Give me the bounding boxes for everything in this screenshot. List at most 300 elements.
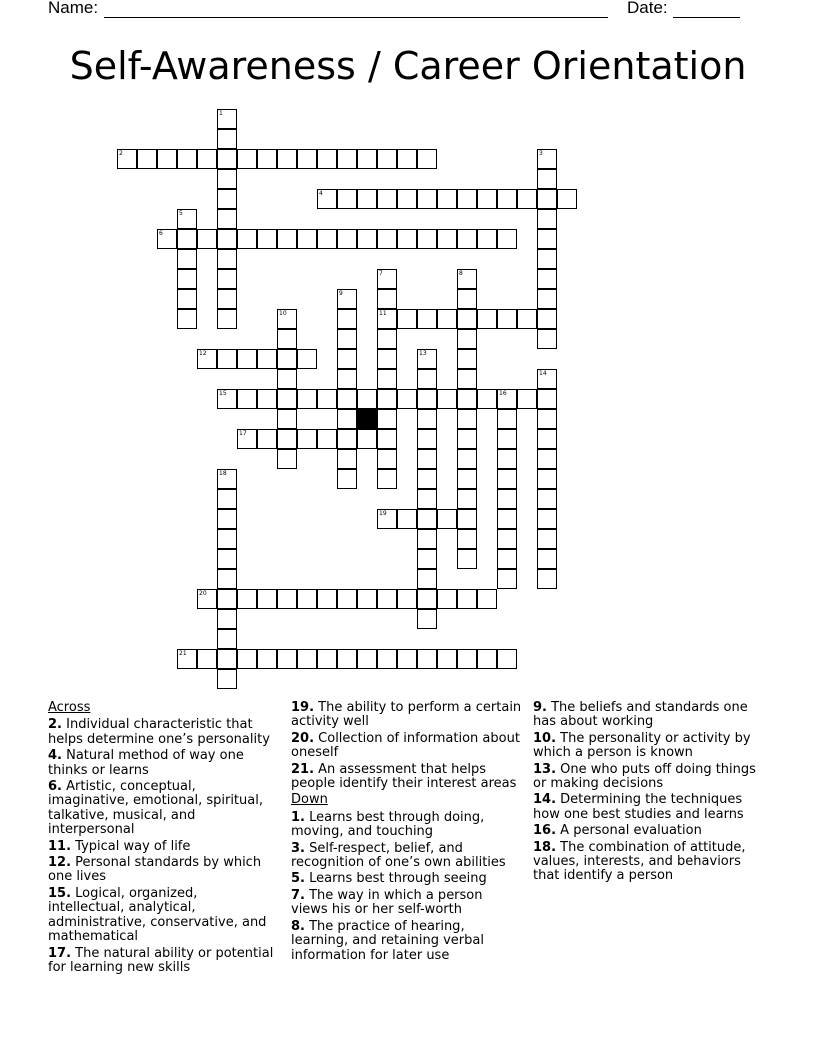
- grid-cell[interactable]: [337, 149, 357, 169]
- grid-cell[interactable]: [377, 309, 397, 329]
- grid-cell[interactable]: [337, 189, 357, 209]
- grid-cell[interactable]: [457, 369, 477, 389]
- grid-cell[interactable]: [397, 229, 417, 249]
- grid-cell[interactable]: [237, 589, 257, 609]
- grid-cell[interactable]: [257, 649, 277, 669]
- clue-number-label: 20.: [291, 730, 315, 746]
- clue-number: 8: [459, 270, 463, 277]
- grid-cell[interactable]: [277, 389, 297, 409]
- grid-cell[interactable]: [417, 469, 437, 489]
- grid-cell[interactable]: [537, 489, 557, 509]
- clue-number: 14: [539, 370, 547, 377]
- grid-cell[interactable]: [297, 149, 317, 169]
- grid-cell[interactable]: [297, 429, 317, 449]
- grid-cell[interactable]: [217, 209, 237, 229]
- grid-cell[interactable]: [417, 489, 437, 509]
- clue-number-label: 13.: [533, 761, 557, 777]
- clue-number: 4: [319, 190, 323, 197]
- grid-cell[interactable]: [457, 409, 477, 429]
- grid-cell[interactable]: [217, 469, 237, 489]
- grid-cell[interactable]: [177, 229, 197, 249]
- grid-cell[interactable]: [537, 469, 557, 489]
- grid-cell[interactable]: [257, 389, 277, 409]
- grid-cell[interactable]: [477, 189, 497, 209]
- grid-cell[interactable]: [457, 469, 477, 489]
- across-clue: [48, 840, 276, 854]
- grid-cell[interactable]: [377, 509, 397, 529]
- grid-cell[interactable]: [397, 189, 417, 209]
- grid-cell[interactable]: [217, 549, 237, 569]
- clue-number: 17: [239, 430, 247, 437]
- clue-number-label: 6.: [48, 779, 62, 795]
- clue-text: The combination of attitude, values, interests, and behaviors that identify a person: [533, 839, 746, 884]
- grid-cell[interactable]: [457, 529, 477, 549]
- grid-cell[interactable]: [437, 189, 457, 209]
- grid-cell[interactable]: [317, 149, 337, 169]
- grid-cell[interactable]: [377, 269, 397, 289]
- grid-cell[interactable]: [377, 389, 397, 409]
- grid-cell[interactable]: [377, 409, 397, 429]
- grid-cell[interactable]: [217, 289, 237, 309]
- grid-cell[interactable]: [217, 529, 237, 549]
- clue-text: Learns best through doing, moving, and touching: [291, 809, 485, 840]
- grid-cell[interactable]: [237, 149, 257, 169]
- clue-number-label: 10.: [533, 730, 557, 746]
- across-clue: [291, 763, 523, 792]
- grid-cell[interactable]: [337, 329, 357, 349]
- grid-cell[interactable]: [177, 649, 197, 669]
- grid-cell[interactable]: [377, 589, 397, 609]
- clue-number: 11: [379, 310, 387, 317]
- grid-cell[interactable]: [417, 549, 437, 569]
- grid-cell[interactable]: [337, 369, 357, 389]
- grid-cell[interactable]: [537, 529, 557, 549]
- grid-cell[interactable]: [337, 349, 357, 369]
- grid-cell[interactable]: [317, 389, 337, 409]
- grid-cell[interactable]: [217, 509, 237, 529]
- grid-cell[interactable]: [457, 649, 477, 669]
- grid-cell[interactable]: [217, 569, 237, 589]
- clue-text: Artistic, conceptual, imaginative, emotional, spiritual, talkative, musical, and interpersonal: [48, 779, 263, 838]
- across-heading: Across: [48, 700, 91, 715]
- grid-cell[interactable]: [537, 289, 557, 309]
- grid-cell[interactable]: [277, 149, 297, 169]
- grid-cell[interactable]: [557, 189, 577, 209]
- grid-cell[interactable]: [377, 189, 397, 209]
- grid-cell[interactable]: [217, 609, 237, 629]
- across-clue: [48, 887, 276, 945]
- grid-cell[interactable]: [257, 589, 277, 609]
- grid-cell[interactable]: [237, 349, 257, 369]
- grid-cell[interactable]: [297, 229, 317, 249]
- across-clue: [291, 701, 523, 730]
- clue-text: The natural ability or potential for learning new skills: [48, 945, 274, 975]
- grid-cell[interactable]: [417, 529, 437, 549]
- clue-number-label: 8.: [291, 918, 305, 934]
- grid-cell[interactable]: [217, 109, 237, 129]
- clue-number-label: 3.: [291, 840, 305, 856]
- grid-cell[interactable]: [217, 169, 237, 189]
- grid-cell[interactable]: [457, 189, 477, 209]
- grid-cell[interactable]: [277, 589, 297, 609]
- grid-cell[interactable]: [157, 229, 177, 249]
- grid-cell[interactable]: [417, 449, 437, 469]
- grid-cell[interactable]: [217, 269, 237, 289]
- name-write-line[interactable]: [104, 17, 608, 18]
- grid-cell[interactable]: [237, 389, 257, 409]
- date-label: Date:: [627, 0, 668, 17]
- grid-cell[interactable]: [397, 149, 417, 169]
- grid-cell[interactable]: [497, 649, 517, 669]
- grid-cell[interactable]: [437, 309, 457, 329]
- grid-cell[interactable]: [217, 489, 237, 509]
- grid-cell[interactable]: [177, 269, 197, 289]
- clue-number-label: 11.: [48, 838, 72, 854]
- grid-cell[interactable]: [537, 549, 557, 569]
- grid-cell[interactable]: [177, 309, 197, 329]
- down-clue: [291, 920, 523, 963]
- grid-cell[interactable]: [217, 389, 237, 409]
- clue-text: Logical, organized, intellectual, analytical, administrative, conservative, and mathematical: [48, 885, 267, 945]
- clue-text: Learns best through seeing: [304, 871, 487, 887]
- grid-cell[interactable]: [217, 189, 237, 209]
- grid-cell[interactable]: [357, 429, 377, 449]
- grid-cell[interactable]: [537, 569, 557, 589]
- grid-cell[interactable]: [277, 449, 297, 469]
- grid-cell[interactable]: [537, 229, 557, 249]
- grid-cell[interactable]: [497, 569, 517, 589]
- grid-cell[interactable]: [257, 229, 277, 249]
- grid-cell[interactable]: [217, 149, 237, 169]
- grid-cell[interactable]: [277, 329, 297, 349]
- grid-cell[interactable]: [317, 229, 337, 249]
- clue-number-label: 7.: [291, 887, 305, 903]
- grid-cell[interactable]: [417, 149, 437, 169]
- grid-cell[interactable]: [177, 249, 197, 269]
- grid-cell[interactable]: [217, 669, 237, 689]
- grid-cell[interactable]: [417, 409, 437, 429]
- grid-cell[interactable]: [457, 449, 477, 469]
- grid-cell[interactable]: [277, 309, 297, 329]
- grid-cell[interactable]: [157, 149, 177, 169]
- grid-cell[interactable]: [457, 429, 477, 449]
- down-clue: [291, 872, 523, 886]
- grid-cell[interactable]: [417, 349, 437, 369]
- grid-cell[interactable]: [497, 409, 517, 429]
- clue-text: An assessment that helps people identify their interest areas: [291, 761, 517, 792]
- grid-cell[interactable]: [497, 489, 517, 509]
- grid-cell[interactable]: [437, 509, 457, 529]
- grid-cell[interactable]: [517, 389, 537, 409]
- grid-cell[interactable]: [197, 349, 217, 369]
- grid-cell[interactable]: [297, 649, 317, 669]
- clue-number: 1: [219, 110, 223, 117]
- grid-cell[interactable]: [437, 649, 457, 669]
- grid-cell[interactable]: [377, 349, 397, 369]
- grid-cell[interactable]: [537, 249, 557, 269]
- grid-cell[interactable]: [337, 589, 357, 609]
- clue-number-label: 9.: [533, 700, 547, 715]
- grid-cell[interactable]: [537, 389, 557, 409]
- clue-number-label: 17.: [48, 945, 72, 961]
- clue-number: 6: [159, 230, 163, 237]
- grid-cell[interactable]: [457, 549, 477, 569]
- grid-cell[interactable]: [397, 309, 417, 329]
- clue-number: 19: [379, 510, 387, 517]
- clue-text: Collection of information about oneself: [291, 730, 520, 761]
- grid-cell[interactable]: [537, 369, 557, 389]
- worksheet-header: [0, 0, 816, 24]
- grid-cell[interactable]: [357, 389, 377, 409]
- grid-cell[interactable]: [337, 409, 357, 429]
- grid-cell[interactable]: [337, 309, 357, 329]
- grid-cell[interactable]: [437, 589, 457, 609]
- grid-cell[interactable]: [337, 229, 357, 249]
- grid-cell[interactable]: [337, 289, 357, 309]
- grid-cell[interactable]: [357, 229, 377, 249]
- grid-cell[interactable]: [357, 189, 377, 209]
- clue-number: 12: [199, 350, 207, 357]
- grid-cell[interactable]: [217, 229, 237, 249]
- grid-cell[interactable]: [377, 449, 397, 469]
- grid-cell[interactable]: [457, 509, 477, 529]
- grid-cell[interactable]: [317, 189, 337, 209]
- down-clue: [291, 889, 523, 918]
- down-clue: [533, 793, 765, 822]
- grid-cell[interactable]: [177, 149, 197, 169]
- clue-number-label: 14.: [533, 792, 557, 808]
- grid-cell[interactable]: [477, 649, 497, 669]
- clue-text: The beliefs and standards one has about working: [533, 700, 748, 730]
- grid-cell[interactable]: [217, 129, 237, 149]
- grid-cell[interactable]: [537, 329, 557, 349]
- name-label: Name:: [48, 0, 99, 17]
- grid-cell[interactable]: [537, 509, 557, 529]
- grid-cell[interactable]: [317, 429, 337, 449]
- grid-cell[interactable]: [277, 349, 297, 369]
- grid-cell[interactable]: [477, 229, 497, 249]
- grid-cell[interactable]: [457, 329, 477, 349]
- grid-cell[interactable]: [217, 349, 237, 369]
- grid-cell[interactable]: [197, 149, 217, 169]
- grid-cell[interactable]: [237, 649, 257, 669]
- grid-cell[interactable]: [417, 429, 437, 449]
- grid-cell[interactable]: [517, 309, 537, 329]
- grid-cell[interactable]: [197, 649, 217, 669]
- across-clue: [48, 780, 276, 838]
- grid-cell[interactable]: [237, 429, 257, 449]
- clues-column-3: [533, 701, 765, 886]
- grid-cell[interactable]: [317, 649, 337, 669]
- grid-cell[interactable]: [257, 149, 277, 169]
- grid-cell[interactable]: [257, 429, 277, 449]
- grid-cell[interactable]: [457, 269, 477, 289]
- clue-number: 16: [499, 390, 507, 397]
- grid-cell[interactable]: [337, 649, 357, 669]
- grid-cell[interactable]: [537, 269, 557, 289]
- grid-cell[interactable]: [417, 369, 437, 389]
- grid-cell[interactable]: [497, 529, 517, 549]
- grid-cell[interactable]: [277, 409, 297, 429]
- grid-cell[interactable]: [517, 189, 537, 209]
- grid-cell[interactable]: [417, 309, 437, 329]
- puzzle-title: Self-Awareness / Career Orientation: [69, 44, 747, 88]
- grid-cell[interactable]: [117, 149, 137, 169]
- grid-cell[interactable]: [477, 309, 497, 329]
- clue-number: 5: [179, 210, 183, 217]
- grid-cell[interactable]: [417, 649, 437, 669]
- clues-column-2: [291, 701, 523, 965]
- clue-number: 21: [179, 650, 187, 657]
- grid-cell[interactable]: [337, 429, 357, 449]
- grid-cell[interactable]: [217, 589, 237, 609]
- grid-cell[interactable]: [397, 389, 417, 409]
- grid-cell[interactable]: [277, 649, 297, 669]
- across-clue: [48, 749, 276, 778]
- clue-number-label: 4.: [48, 748, 62, 764]
- grid-cell[interactable]: [297, 389, 317, 409]
- grid-cell[interactable]: [377, 429, 397, 449]
- grid-cell[interactable]: [257, 349, 277, 369]
- grid-cell[interactable]: [477, 589, 497, 609]
- clue-number-label: 18.: [533, 839, 557, 855]
- clue-number-label: 21.: [291, 761, 315, 777]
- grid-cell[interactable]: [537, 209, 557, 229]
- clue-number-label: 16.: [533, 823, 557, 839]
- grid-cell[interactable]: [217, 629, 237, 649]
- grid-cell[interactable]: [497, 189, 517, 209]
- grid-cell[interactable]: [337, 469, 357, 489]
- clue-number-label: 15.: [48, 885, 72, 901]
- grid-cell[interactable]: [377, 289, 397, 309]
- clue-number: 13: [419, 350, 427, 357]
- grid-cell[interactable]: [417, 229, 437, 249]
- grid-cell[interactable]: [417, 509, 437, 529]
- across-clue: [291, 732, 523, 761]
- grid-cell[interactable]: [377, 329, 397, 349]
- grid-cell[interactable]: [417, 569, 437, 589]
- clue-number-label: 5.: [291, 871, 305, 887]
- down-clue: [533, 824, 765, 838]
- grid-cell[interactable]: [237, 229, 257, 249]
- grid-cell[interactable]: [417, 189, 437, 209]
- grid-cell[interactable]: [417, 609, 437, 629]
- grid-cell[interactable]: [397, 589, 417, 609]
- across-clue: [48, 856, 276, 885]
- grid-cell[interactable]: [297, 589, 317, 609]
- grid-cell[interactable]: [377, 469, 397, 489]
- grid-cell[interactable]: [537, 169, 557, 189]
- grid-cell[interactable]: [497, 229, 517, 249]
- grid-cell[interactable]: [497, 469, 517, 489]
- grid-cell[interactable]: [397, 509, 417, 529]
- grid-cell[interactable]: [457, 349, 477, 369]
- clue-number-label: 1.: [291, 809, 305, 825]
- down-clue: [291, 811, 523, 840]
- down-clue: [533, 732, 765, 761]
- grid-cell[interactable]: [457, 389, 477, 409]
- grid-cell[interactable]: [357, 149, 377, 169]
- grid-cell[interactable]: [457, 289, 477, 309]
- grid-cell[interactable]: [457, 589, 477, 609]
- clue-text: The personality or activity by which a person is known: [533, 730, 751, 761]
- grid-cell[interactable]: [537, 429, 557, 449]
- grid-cell[interactable]: [537, 449, 557, 469]
- clue-number: 7: [379, 270, 383, 277]
- date-write-line[interactable]: [673, 17, 740, 18]
- grid-cell[interactable]: [297, 349, 317, 369]
- down-clue: [291, 842, 523, 871]
- grid-cell[interactable]: [217, 309, 237, 329]
- grid-cell[interactable]: [197, 229, 217, 249]
- grid-cell[interactable]: [497, 549, 517, 569]
- down-clue: [533, 763, 765, 792]
- grid-cell[interactable]: [437, 389, 457, 409]
- grid-cell[interactable]: [197, 589, 217, 609]
- grid-cell[interactable]: [417, 589, 437, 609]
- across-clue: [48, 718, 276, 747]
- clue-text: Individual characteristic that helps determine one’s personality: [48, 717, 270, 747]
- grid-cell[interactable]: [417, 389, 437, 409]
- grid-cell[interactable]: [537, 309, 557, 329]
- clue-text: Typical way of life: [71, 838, 191, 854]
- grid-cell[interactable]: [497, 509, 517, 529]
- grid-cell[interactable]: [497, 449, 517, 469]
- grid-cell[interactable]: [137, 149, 157, 169]
- grid-cell[interactable]: [377, 229, 397, 249]
- grid-cell[interactable]: [497, 429, 517, 449]
- grid-cell[interactable]: [277, 429, 297, 449]
- grid-cell[interactable]: [457, 309, 477, 329]
- grid-cell[interactable]: [357, 589, 377, 609]
- grid-cell[interactable]: [377, 369, 397, 389]
- clue-text: Self-respect, belief, and recognition of one’s own abilities: [291, 840, 506, 871]
- grid-cell[interactable]: [497, 389, 517, 409]
- clue-number: 20: [199, 590, 207, 597]
- clue-number: 2: [119, 150, 123, 157]
- grid-cell[interactable]: [397, 649, 417, 669]
- clue-text: One who puts off doing things or making decisions: [533, 761, 756, 792]
- grid-cell[interactable]: [537, 149, 557, 169]
- down-heading: Down: [291, 792, 328, 808]
- grid-cell[interactable]: [377, 649, 397, 669]
- grid-cell[interactable]: [437, 229, 457, 249]
- clue-text: Natural method of way one thinks or learns: [48, 748, 244, 778]
- grid-cell[interactable]: [497, 309, 517, 329]
- grid-cell[interactable]: [337, 449, 357, 469]
- grid-cell[interactable]: [457, 229, 477, 249]
- grid-cell[interactable]: [317, 589, 337, 609]
- grid-cell[interactable]: [277, 229, 297, 249]
- grid-cell[interactable]: [337, 389, 357, 409]
- grid-cell[interactable]: [477, 389, 497, 409]
- grid-cell[interactable]: [537, 189, 557, 209]
- clue-number: 15: [219, 390, 227, 397]
- clues-column-1: [48, 701, 276, 977]
- grid-cell[interactable]: [537, 409, 557, 429]
- grid-cell[interactable]: [217, 249, 237, 269]
- grid-cell[interactable]: [457, 489, 477, 509]
- clue-text: The practice of hearing, learning, and retaining verbal information for later use: [291, 918, 484, 963]
- grid-cell[interactable]: [357, 649, 377, 669]
- clue-text: Personal standards by which one lives: [48, 855, 262, 885]
- grid-cell[interactable]: [377, 149, 397, 169]
- clue-text: The way in which a person views his or her self-worth: [291, 887, 483, 918]
- grid-cell[interactable]: [277, 369, 297, 389]
- grid-cell[interactable]: [177, 289, 197, 309]
- grid-cell[interactable]: [177, 209, 197, 229]
- grid-cell[interactable]: [217, 649, 237, 669]
